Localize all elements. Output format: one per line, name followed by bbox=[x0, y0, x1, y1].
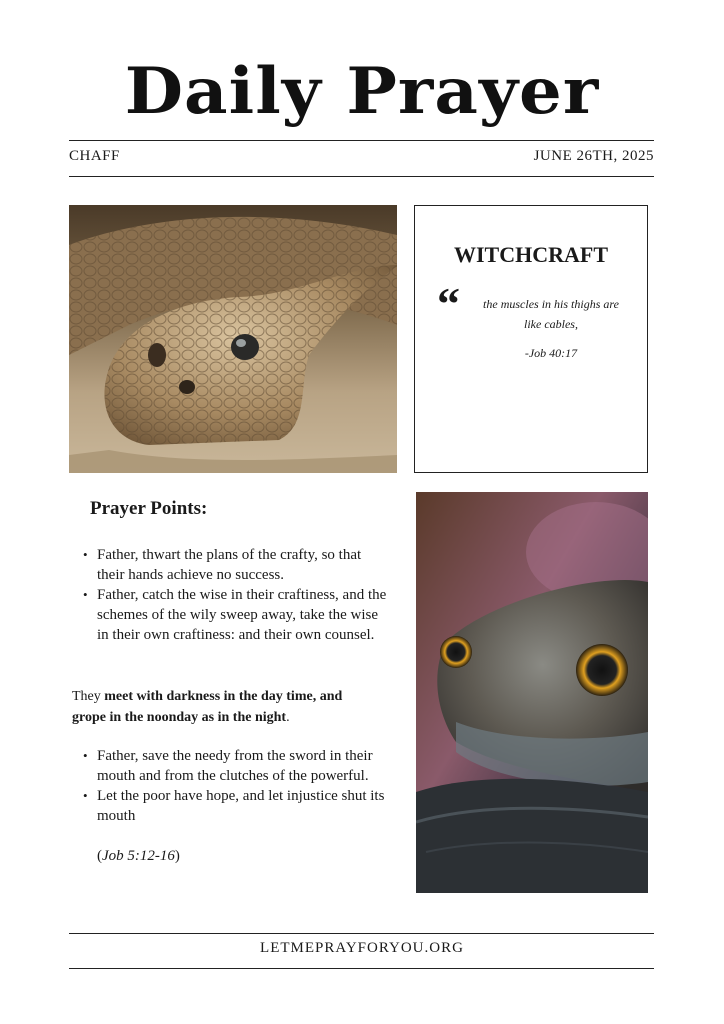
date-label: JUNE 26TH, 2025 bbox=[533, 148, 654, 164]
quote-mark-icon: “ bbox=[437, 278, 460, 329]
header-rule-bottom bbox=[69, 176, 654, 177]
frog-photo bbox=[416, 492, 648, 893]
prayer-list-two bbox=[97, 746, 387, 826]
scripture-reference bbox=[97, 848, 180, 865]
footer-rule-top bbox=[69, 933, 654, 934]
list-item: • Father, save the needy from the sword in their mouth and from the clutches of the powerful. bbox=[97, 746, 387, 786]
verse-tail: . bbox=[286, 710, 290, 725]
ref-close: ) bbox=[174, 848, 180, 864]
prayer-points-title: Prayer Points: bbox=[90, 498, 208, 519]
list-item: • Let the poor have hope, and let injustice shut its mouth bbox=[97, 786, 387, 826]
quote-reference: -Job 40:17 bbox=[524, 346, 578, 360]
list-item: • Father, thwart the plans of the crafty, so that their hands achieve no success. bbox=[97, 545, 387, 585]
masthead-title: Daily Prayer bbox=[124, 54, 600, 129]
quote-title: WITCHCRAFT bbox=[453, 242, 608, 267]
verse-bold: meet with darkness in the day time, and grope in the noonday as in the night bbox=[72, 689, 343, 725]
prayer-list-one bbox=[97, 545, 387, 645]
footer-rule-bottom bbox=[69, 968, 654, 969]
quote-box bbox=[414, 205, 648, 473]
footer-website-link[interactable]: LETMEPRAYFORYOU.ORG bbox=[260, 940, 464, 956]
header-rule-top bbox=[69, 140, 654, 141]
list-item: • Father, catch the wise in their craftiness, and the schemes of the wily sweep away, take the wise in their own craftiness: and their own counsel. bbox=[97, 585, 387, 645]
category-label: CHAFF bbox=[69, 148, 120, 164]
ref-text: Job 5:12-16 bbox=[102, 848, 175, 864]
snake-photo bbox=[69, 205, 397, 473]
verse-paragraph bbox=[72, 686, 372, 728]
verse-lead: They bbox=[72, 689, 105, 704]
ref-open: ( bbox=[97, 848, 102, 864]
quote-text: the muscles in his thighs are like cables, bbox=[483, 297, 619, 331]
